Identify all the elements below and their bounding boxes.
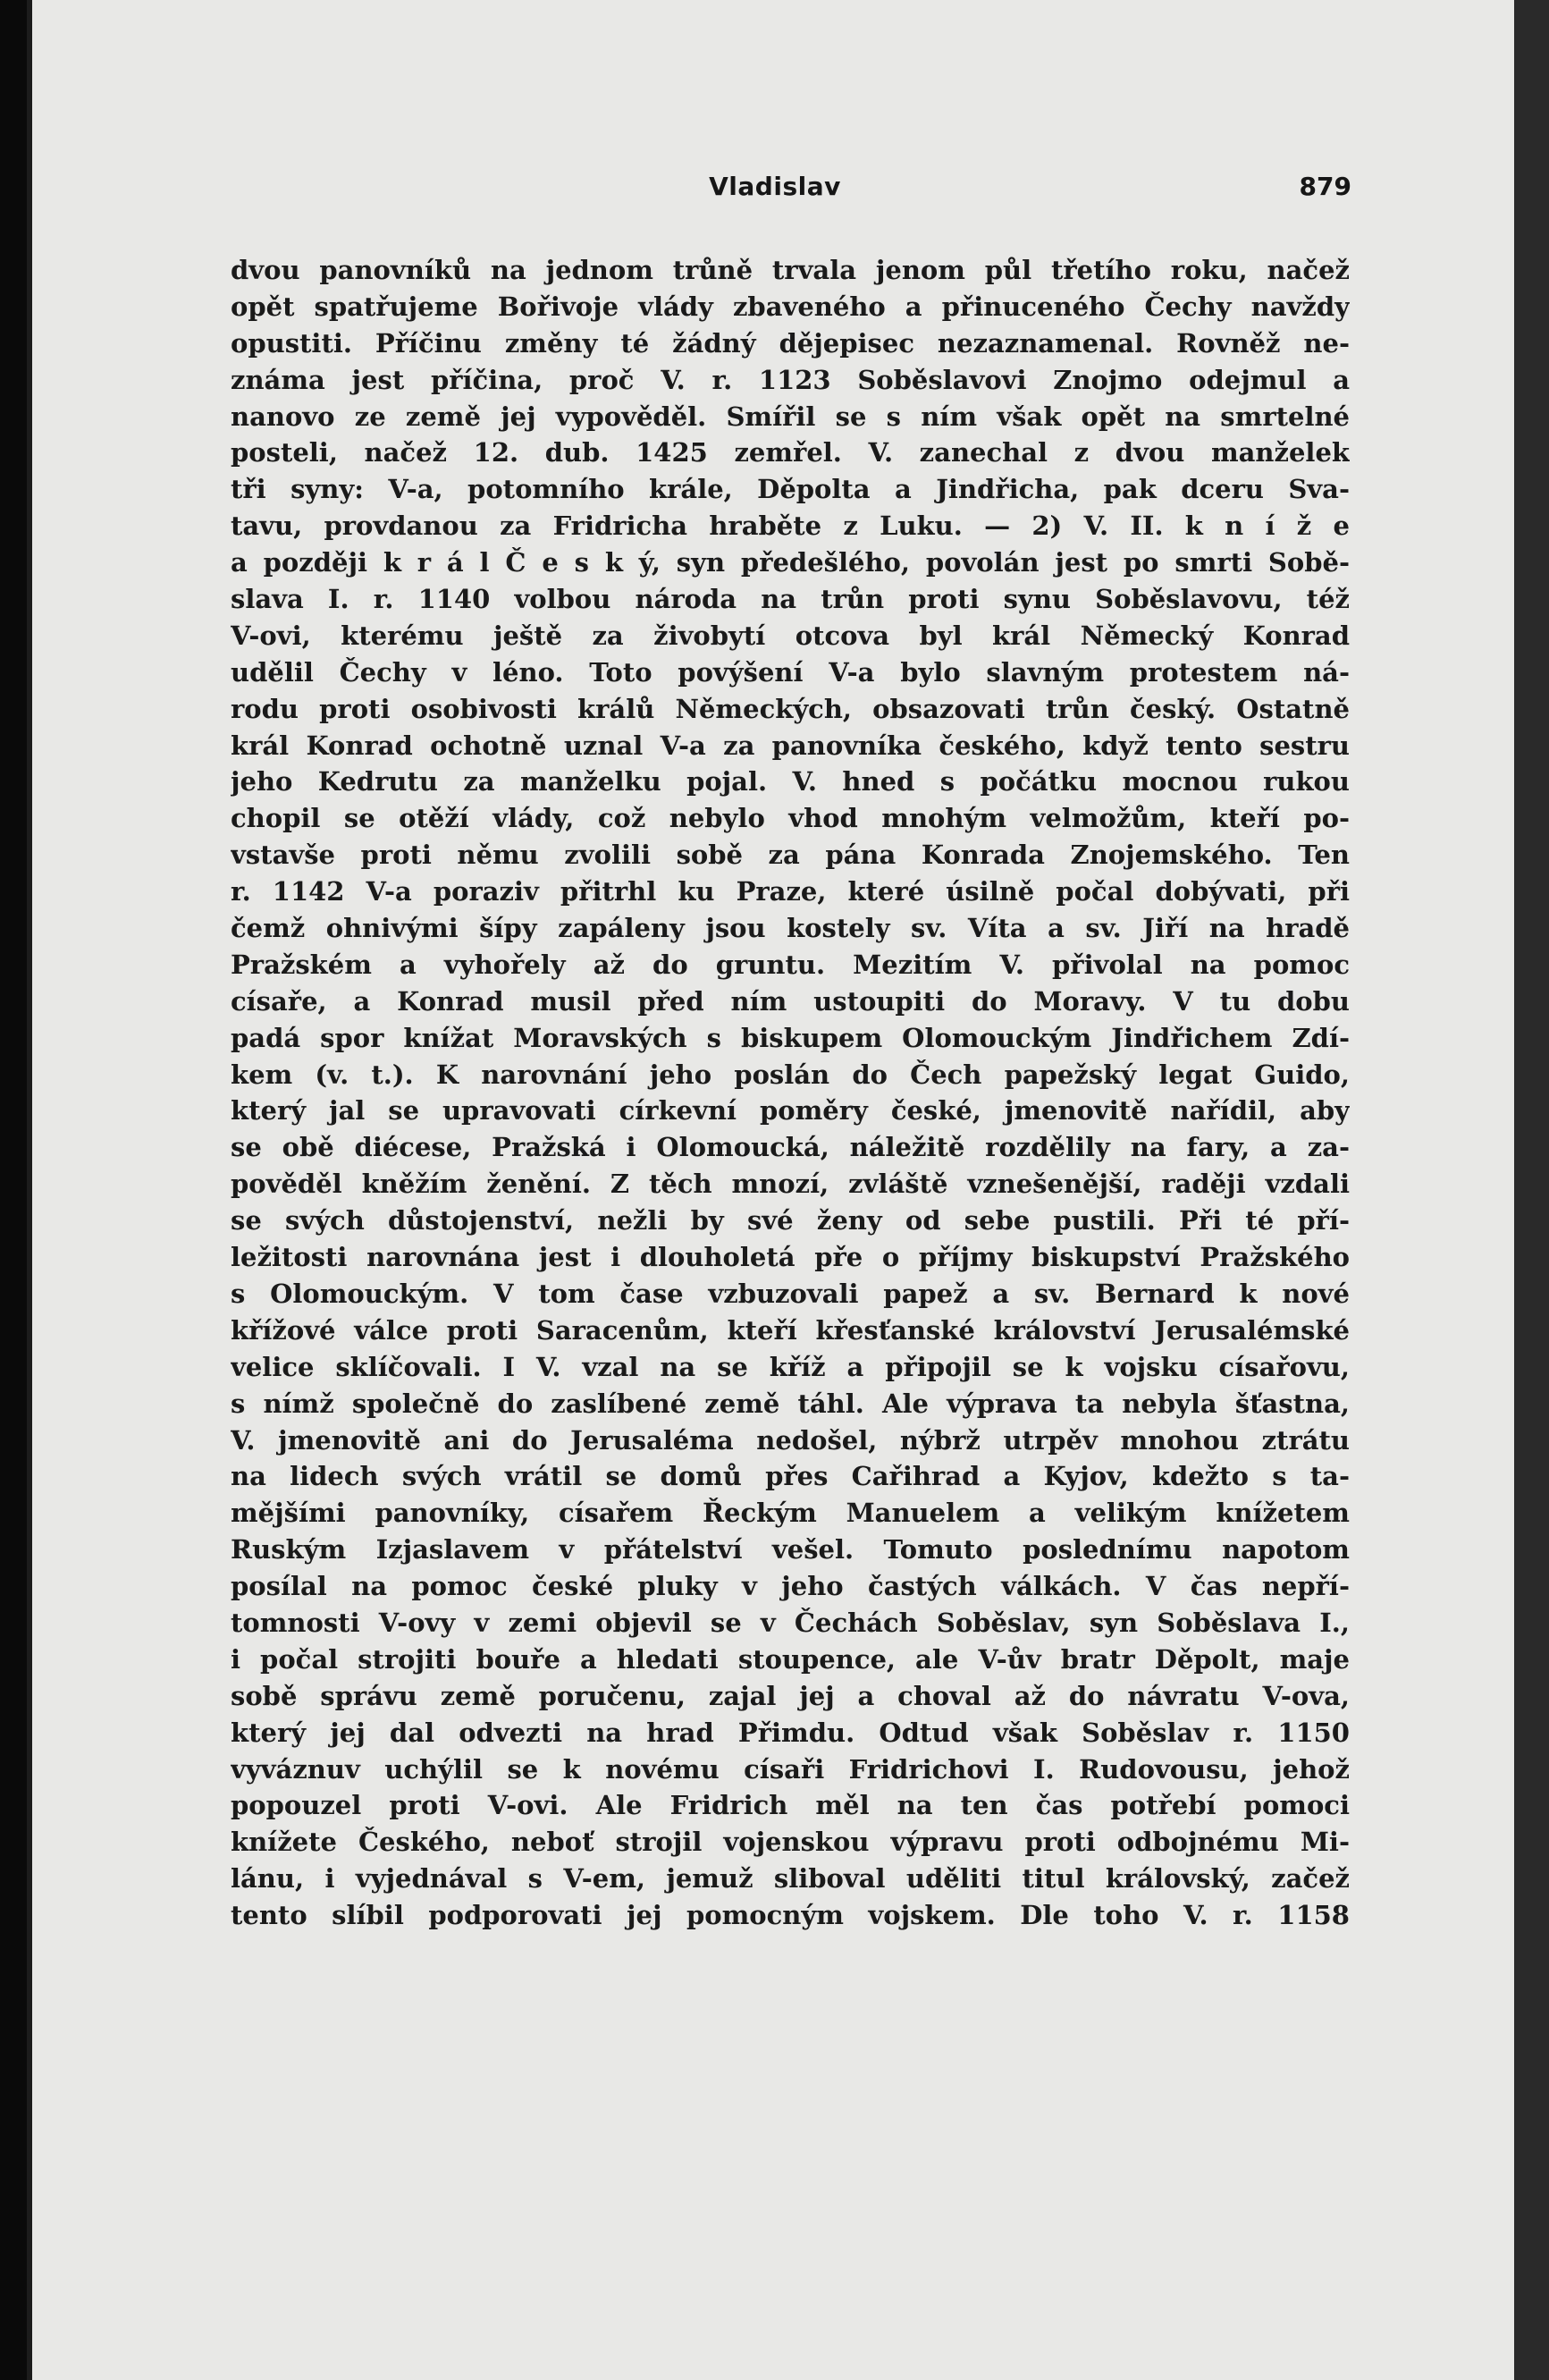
text-line: chopil se otěží vlády, což nebylo vhod mnohým velmožům, kteří po-	[231, 803, 1350, 834]
text-line: rodu proti osobivosti králů Německých, obsazovati trůn český. Ostatně	[231, 693, 1350, 724]
text-line: dvou panovníků na jednom trůně trvala jenom půl třetího roku, načež	[231, 255, 1350, 285]
text-line: r. 1142 V-a poraziv přitrhl ku Praze, které úsilně počal dobývati, při	[231, 876, 1350, 907]
text-line: vstavše proti němu zvolili sobě za pána Konrada Znojemského. Ten	[231, 840, 1350, 871]
text-line: Ruským Izjaslavem v přátelství vešel. Tomuto poslednímu napotom	[231, 1534, 1350, 1566]
text-line: tomnosti V-ovy v zemi objevil se v Čechách Soběslav, syn Soběslava I.,	[231, 1607, 1350, 1638]
text-line: opustiti. Příčinu změny té žádný dějepisec nezaznamenal. Rovněž ne-	[231, 327, 1350, 359]
text-line: opět spatřujeme Bořivoje vlády zbaveného a přinuceného Čechy navždy	[231, 291, 1350, 322]
page-number: 879	[1299, 172, 1351, 201]
scan-dark-border-right	[1514, 0, 1549, 2380]
text-line: posílal na pomoc české pluky v jeho častých válkách. V čas nepří-	[231, 1571, 1350, 1602]
text-line: i počal strojiti bouře a hledati stoupence, ale V-ův bratr Děpolt, maje	[231, 1643, 1350, 1675]
text-line: s nímž společně do zaslíbené země táhl. Ale výprava ta nebyla šťastna,	[231, 1388, 1350, 1419]
text-line: sobě správu země poručenu, zajal jej a choval až do návratu V-ova,	[231, 1680, 1350, 1711]
text-line: který jal se upravovati církevní poměry české, jmenovitě nařídil, aby	[231, 1095, 1350, 1127]
text-line: posteli, načež 12. dub. 1425 zemřel. V. zanechal z dvou manželek	[231, 437, 1350, 468]
text-line: V. jmenovitě ani do Jerusaléma nedošel, nýbrž utrpěv mnohou ztrátu	[231, 1424, 1350, 1456]
text-line: popouzel proti V-ovi. Ale Fridrich měl na ten čas potřebí pomoci	[231, 1790, 1350, 1821]
text-line: padá spor knížat Moravských s biskupem Olomouckým Jindřichem Zdí-	[231, 1022, 1350, 1053]
text-line: nanovo ze země jej vypověděl. Smířil se s ním však opět na smrtelné	[231, 401, 1350, 432]
text-line: tento slíbil podporovati jej pomocným vojskem. Dle toho V. r. 1158	[231, 1900, 1350, 1931]
text-line: kem (v. t.). K narovnání jeho poslán do Čech papežský legat Guido,	[231, 1059, 1350, 1090]
text-line: V-ovi, kterému ještě za živobytí otcova byl král Německý Konrad	[231, 620, 1350, 651]
text-line: tři syny: V-a, potomního krále, Děpolta a Jindřicha, pak dceru Sva-	[231, 474, 1350, 505]
page-header	[198, 172, 1351, 207]
text-line: Pražském a vyhořely až do gruntu. Mezitím V. přivolal na pomoc	[231, 949, 1350, 980]
text-line: pověděl kněžím ženění. Z těch mnozí, zvláště vznešenější, raději vzdali	[231, 1169, 1350, 1200]
text-line: vyváznuv uchýlil se k novému císaři Fridrichovi I. Rudovousu, jehož	[231, 1753, 1350, 1785]
text-line: mějšími panovníky, císařem Řeckým Manuelem a velikým knížetem	[231, 1498, 1350, 1529]
text-line: ležitosti narovnána jest i dlouholetá pře o příjmy biskupství Pražského	[231, 1242, 1350, 1273]
text-line: křížové válce proti Saracenům, kteří křesťanské království Jerusalémské	[231, 1314, 1350, 1346]
body-text	[231, 252, 1350, 1934]
text-line: udělil Čechy v léno. Toto povýšení V-a bylo slavným protestem ná-	[231, 656, 1350, 688]
text-line: na lidech svých vrátil se domů přes Cařihrad a Kyjov, kdežto s ta-	[231, 1461, 1350, 1492]
text-line: jeho Kedrutu za manželku pojal. V. hned s počátku mocnou rukou	[231, 766, 1350, 798]
text-line: s Olomouckým. V tom čase vzbuzovali papež a sv. Bernard k nové	[231, 1278, 1350, 1309]
text-line: tavu, provdanou za Fridricha hraběte z Luku. — 2) V. II. k n í ž e	[231, 511, 1350, 542]
scan-dark-border-left	[0, 0, 27, 2380]
text-line: velice sklíčovali. I V. vzal na se kříž a připojil se k vojsku císařovu,	[231, 1351, 1350, 1382]
text-line: známa jest příčina, proč V. r. 1123 Soběslavovi Znojmo odejmul a	[231, 364, 1350, 395]
text-line: lánu, i vyjednával s V-em, jemuž sliboval uděliti titul královský, začež	[231, 1863, 1350, 1895]
text-line: císaře, a Konrad musil před ním ustoupiti do Moravy. V tu dobu	[231, 985, 1350, 1017]
text-line: král Konrad ochotně uznal V-a za panovníka českého, když tento sestru	[231, 730, 1350, 761]
running-title: Vladislav	[709, 172, 841, 201]
text-line: se svých důstojenství, nežli by své ženy od sebe pustili. Při té pří-	[231, 1205, 1350, 1236]
text-line: se obě diécese, Pražská i Olomoucká, náležitě rozdělily na fary, a za-	[231, 1132, 1350, 1163]
text-line: slava I. r. 1140 volbou národa na trůn proti synu Soběslavovu, též	[231, 584, 1350, 615]
text-line: knížete Českého, neboť strojil vojenskou výpravu proti odbojnému Mi-	[231, 1827, 1350, 1858]
text-line: který jej dal odvezti na hrad Přimdu. Odtud však Soběslav r. 1150	[231, 1717, 1350, 1748]
text-line: čemž ohnivými šípy zapáleny jsou kostely sv. Víta a sv. Jiří na hradě	[231, 913, 1350, 944]
text-line: a později k r á l Č e s k ý, syn předešlého, povolán jest po smrti Sobě-	[231, 547, 1350, 578]
